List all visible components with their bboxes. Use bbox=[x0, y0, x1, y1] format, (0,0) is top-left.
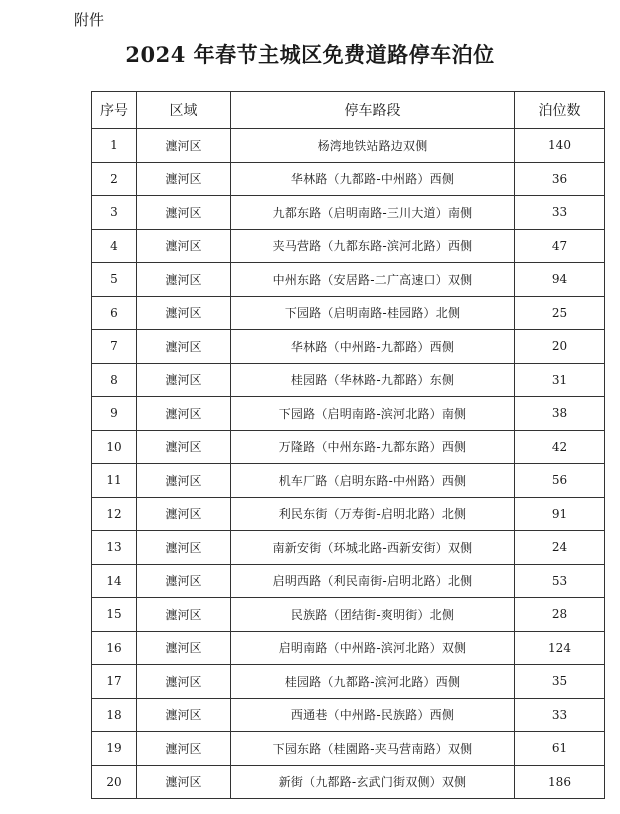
table-row bbox=[92, 732, 605, 766]
table-row bbox=[92, 129, 605, 163]
row-number: 13 bbox=[92, 531, 137, 565]
row-parking-spaces: 94 bbox=[515, 263, 605, 297]
row-district: 瀍河区 bbox=[137, 229, 231, 263]
row-road-section: 下园东路（桂園路-夹马营南路）双侧 bbox=[231, 732, 515, 766]
row-number: 17 bbox=[92, 665, 137, 699]
table-row bbox=[92, 397, 605, 431]
row-number: 11 bbox=[92, 464, 137, 498]
table-row bbox=[92, 263, 605, 297]
row-number: 6 bbox=[92, 296, 137, 330]
row-district: 瀍河区 bbox=[137, 665, 231, 699]
row-road-section: 中州东路（安居路-二广高速口）双侧 bbox=[231, 263, 515, 297]
row-road-section: 杨湾地铁站路边双侧 bbox=[231, 129, 515, 163]
row-number: 4 bbox=[92, 229, 137, 263]
row-parking-spaces: 33 bbox=[515, 698, 605, 732]
header-row bbox=[92, 92, 605, 129]
row-district: 瀍河区 bbox=[137, 330, 231, 364]
row-parking-spaces: 91 bbox=[515, 497, 605, 531]
row-parking-spaces: 186 bbox=[515, 765, 605, 799]
row-district: 瀍河区 bbox=[137, 598, 231, 632]
row-district: 瀍河区 bbox=[137, 430, 231, 464]
row-road-section: 西通巷（中州路-民族路）西侧 bbox=[231, 698, 515, 732]
table-row bbox=[92, 430, 605, 464]
row-road-section: 南新安街（环城北路-西新安街）双侧 bbox=[231, 531, 515, 565]
table-row bbox=[92, 196, 605, 230]
row-parking-spaces: 47 bbox=[515, 229, 605, 263]
row-parking-spaces: 124 bbox=[515, 631, 605, 665]
row-district: 瀍河区 bbox=[137, 263, 231, 297]
row-road-section: 利民东街（万寿街-启明北路）北侧 bbox=[231, 497, 515, 531]
row-number: 20 bbox=[92, 765, 137, 799]
document-title: 2024 年春节主城区免费道路停车泊位 bbox=[125, 42, 495, 67]
row-parking-spaces: 33 bbox=[515, 196, 605, 230]
row-parking-spaces: 140 bbox=[515, 129, 605, 163]
table-row bbox=[92, 229, 605, 263]
table-row bbox=[92, 162, 605, 196]
row-number: 19 bbox=[92, 732, 137, 766]
row-district: 瀍河区 bbox=[137, 497, 231, 531]
row-road-section: 启明西路（利民南街-启明北路）北侧 bbox=[231, 564, 515, 598]
row-district: 瀍河区 bbox=[137, 464, 231, 498]
header-district: 区域 bbox=[137, 92, 231, 129]
row-parking-spaces: 61 bbox=[515, 732, 605, 766]
row-road-section: 新街（九都路-玄武门街双侧）双侧 bbox=[231, 765, 515, 799]
row-parking-spaces: 20 bbox=[515, 330, 605, 364]
row-number: 10 bbox=[92, 430, 137, 464]
row-district: 瀍河区 bbox=[137, 397, 231, 431]
row-parking-spaces: 31 bbox=[515, 363, 605, 397]
row-district: 瀍河区 bbox=[137, 531, 231, 565]
row-parking-spaces: 38 bbox=[515, 397, 605, 431]
row-parking-spaces: 35 bbox=[515, 665, 605, 699]
row-road-section: 下园路（启明南路-滨河北路）南侧 bbox=[231, 397, 515, 431]
row-district: 瀍河区 bbox=[137, 698, 231, 732]
table-row bbox=[92, 631, 605, 665]
table-row bbox=[92, 698, 605, 732]
table-row bbox=[92, 564, 605, 598]
row-district: 瀍河区 bbox=[137, 363, 231, 397]
table-row bbox=[92, 330, 605, 364]
row-district: 瀍河区 bbox=[137, 765, 231, 799]
row-parking-spaces: 53 bbox=[515, 564, 605, 598]
row-parking-spaces: 42 bbox=[515, 430, 605, 464]
row-road-section: 下园路（启明南路-桂园路）北侧 bbox=[231, 296, 515, 330]
table-header bbox=[92, 92, 605, 129]
row-number: 16 bbox=[92, 631, 137, 665]
row-road-section: 华林路（九都路-中州路）西侧 bbox=[231, 162, 515, 196]
table-row bbox=[92, 363, 605, 397]
row-road-section: 万隆路（中州东路-九都东路）西侧 bbox=[231, 430, 515, 464]
row-district: 瀍河区 bbox=[137, 162, 231, 196]
header-no: 序号 bbox=[92, 92, 137, 129]
row-road-section: 华林路（中州路-九都路）西侧 bbox=[231, 330, 515, 364]
row-number: 8 bbox=[92, 363, 137, 397]
row-district: 瀍河区 bbox=[137, 196, 231, 230]
row-parking-spaces: 25 bbox=[515, 296, 605, 330]
header-spaces: 泊位数 bbox=[515, 92, 605, 129]
row-number: 15 bbox=[92, 598, 137, 632]
table-row bbox=[92, 497, 605, 531]
row-road-section: 启明南路（中州路-滨河北路）双侧 bbox=[231, 631, 515, 665]
table-row bbox=[92, 598, 605, 632]
row-number: 7 bbox=[92, 330, 137, 364]
table-row bbox=[92, 296, 605, 330]
row-road-section: 桂园路（华林路-九都路）东侧 bbox=[231, 363, 515, 397]
attachment-label: 附件 bbox=[74, 11, 105, 29]
row-road-section: 夹马营路（九都东路-滨河北路）西侧 bbox=[231, 229, 515, 263]
row-district: 瀍河区 bbox=[137, 129, 231, 163]
row-parking-spaces: 56 bbox=[515, 464, 605, 498]
row-number: 9 bbox=[92, 397, 137, 431]
row-road-section: 机车厂路（启明东路-中州路）西侧 bbox=[231, 464, 515, 498]
table-row bbox=[92, 464, 605, 498]
row-parking-spaces: 28 bbox=[515, 598, 605, 632]
row-number: 12 bbox=[92, 497, 137, 531]
row-parking-spaces: 36 bbox=[515, 162, 605, 196]
row-district: 瀍河区 bbox=[137, 631, 231, 665]
row-parking-spaces: 24 bbox=[515, 531, 605, 565]
row-district: 瀍河区 bbox=[137, 296, 231, 330]
header-road: 停车路段 bbox=[231, 92, 515, 129]
table-body bbox=[92, 129, 605, 799]
row-number: 5 bbox=[92, 263, 137, 297]
row-district: 瀍河区 bbox=[137, 732, 231, 766]
row-number: 2 bbox=[92, 162, 137, 196]
row-number: 3 bbox=[92, 196, 137, 230]
row-number: 18 bbox=[92, 698, 137, 732]
row-road-section: 九都东路（启明南路-三川大道）南侧 bbox=[231, 196, 515, 230]
table-row bbox=[92, 765, 605, 799]
row-road-section: 民族路（团结街-爽明街）北侧 bbox=[231, 598, 515, 632]
row-district: 瀍河区 bbox=[137, 564, 231, 598]
parking-table bbox=[91, 91, 605, 799]
row-number: 1 bbox=[92, 129, 137, 163]
table-row bbox=[92, 531, 605, 565]
table-row bbox=[92, 665, 605, 699]
row-number: 14 bbox=[92, 564, 137, 598]
row-road-section: 桂园路（九都路-滨河北路）西侧 bbox=[231, 665, 515, 699]
